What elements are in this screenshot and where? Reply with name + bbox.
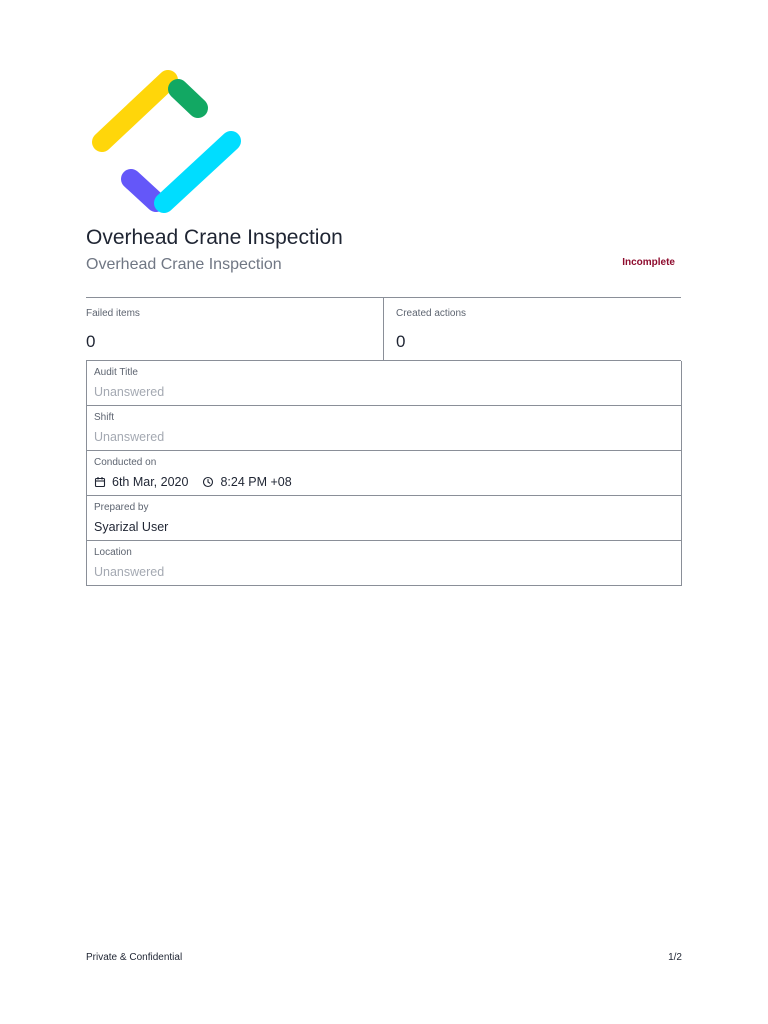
audit-fields	[86, 361, 682, 586]
field-shift	[87, 406, 681, 451]
field-conducted-on	[87, 451, 681, 496]
summary-stats	[86, 297, 681, 361]
failed-items-label: Failed items	[86, 308, 140, 319]
field-label: Location	[94, 547, 132, 558]
created-actions-value: 0	[396, 332, 406, 351]
page-subtitle: Overhead Crane Inspection	[86, 256, 282, 273]
page-title: Overhead Crane Inspection	[86, 226, 343, 249]
clock-icon	[202, 476, 214, 488]
field-value: Unanswered	[94, 385, 165, 399]
field-value: Syarizal User	[94, 520, 169, 534]
created-actions-label: Created actions	[396, 308, 467, 319]
field-value: Unanswered	[94, 430, 165, 444]
created-actions-stat	[383, 298, 681, 360]
failed-items-value: 0	[86, 332, 96, 351]
failed-items-stat	[86, 298, 383, 360]
field-label: Shift	[94, 412, 115, 423]
field-audit-title	[87, 361, 681, 406]
page-number: 1/2	[668, 952, 682, 963]
safetyculture-logo-icon	[82, 66, 248, 222]
conducted-on-value	[94, 475, 292, 489]
field-location	[87, 541, 681, 586]
field-label: Prepared by	[94, 502, 149, 513]
conducted-date: 6th Mar, 2020	[112, 475, 189, 489]
status-badge: Incomplete	[622, 257, 675, 268]
field-value: Unanswered	[94, 565, 165, 579]
calendar-icon	[94, 476, 106, 488]
field-prepared-by	[87, 496, 681, 541]
field-label: Audit Title	[94, 367, 138, 378]
conducted-time: 8:24 PM +08	[220, 475, 292, 489]
confidential-notice: Private & Confidential	[86, 952, 183, 963]
field-label: Conducted on	[94, 457, 157, 468]
